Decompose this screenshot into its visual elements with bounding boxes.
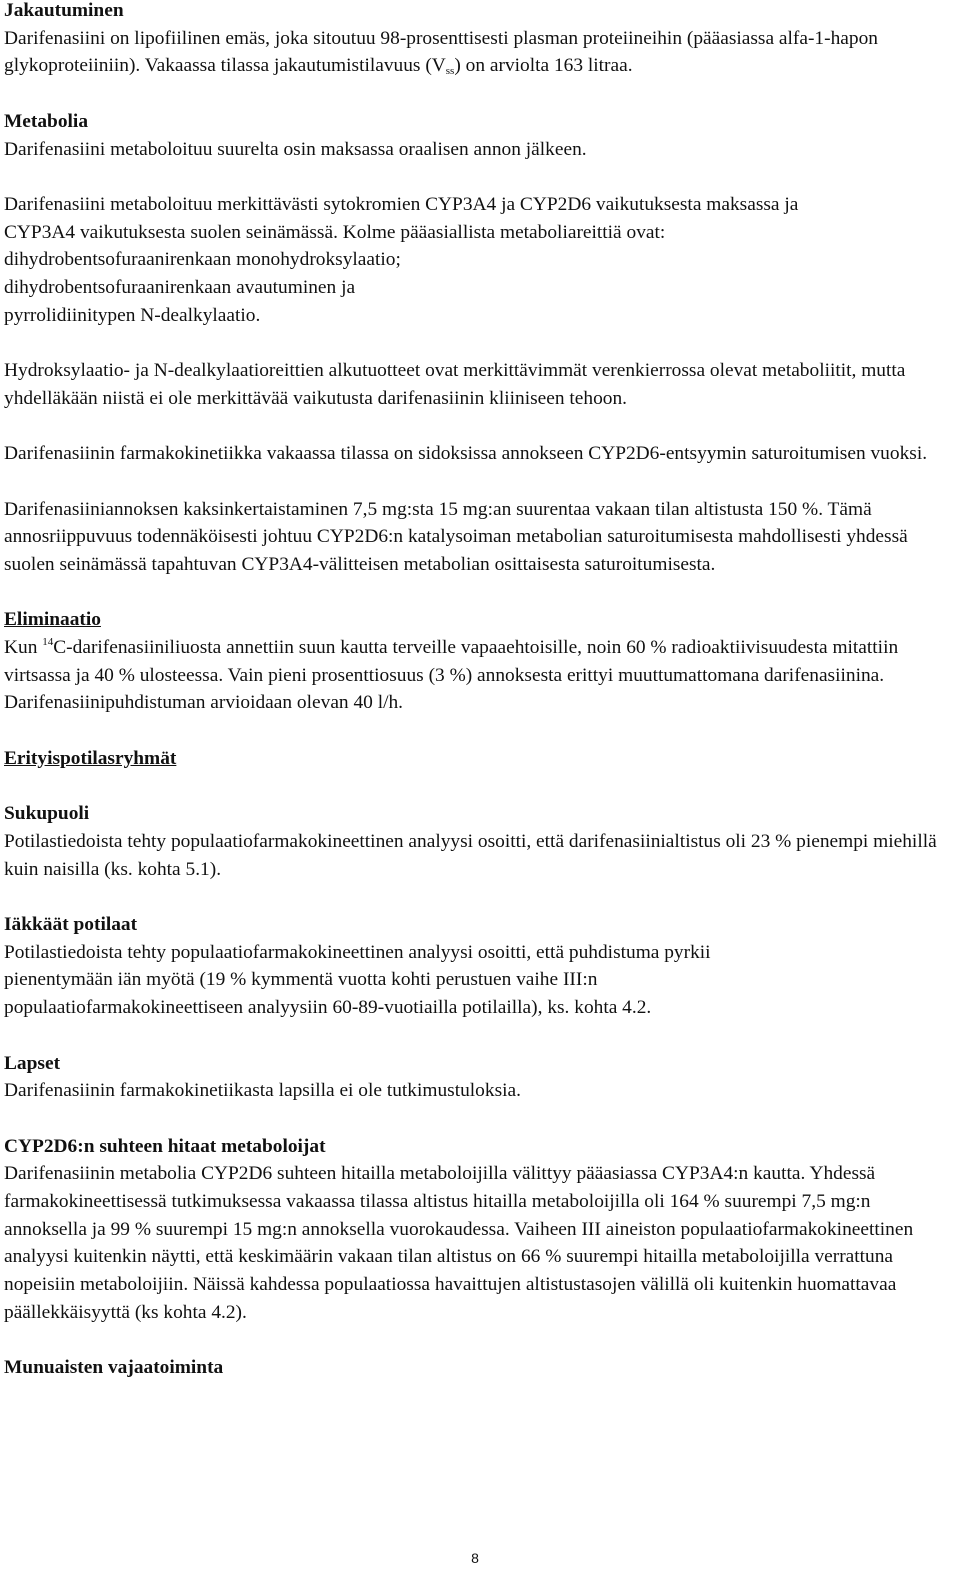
heading-cyp2d6: CYP2D6:n suhteen hitaat metaboloijat — [4, 1135, 326, 1157]
section-eliminaatio — [4, 606, 954, 717]
section-metabolia — [4, 108, 954, 579]
metabolia-2-line-1: Darifenasiini metaboloituu merkittävästi sytokromien CYP3A4 ja CYP2D6 vaikutuksesta maksassa ja — [4, 193, 799, 215]
metabolia-2-line-5: pyrrolidiinitypen N-dealkylaatio. — [4, 304, 261, 326]
paragraph-metabolia-1: Darifenasiini metaboloituu suurelta osin maksassa oraalisen annon jälkeen. — [4, 138, 587, 160]
heading-jakautuminen: Jakautuminen — [4, 0, 124, 21]
section-iakkaat — [4, 911, 954, 1022]
heading-eliminaatio: Eliminaatio — [4, 609, 101, 631]
section-erityispotilasryhmat — [4, 745, 954, 773]
paragraph-cyp2d6: Darifenasiinin metabolia CYP2D6 suhteen hitailla metaboloijilla välittyy pääasiassa CYP3A4:n kautta. Yhdessä farmakokineettisessä tutkimuksessa vakaassa tilassa altistus hitailla metaboloijilla oli 164 % suurempi 7,5 mg:n annoksella ja 99 % suurempi 15 mg:n annoksella vuorokaudessa. Vaiheen III aineiston populaatiofarmakokineettinen analyysi kuitenkin näytti, että keskimäärin vakaan tilan altistus on 66 % suurempi hitailla metaboloijilla verrattuna nopeisiin metaboloijiin. Näissä kahdessa populaatiossa havaittujen altistustasojen välillä oli kuitenkin huomattavaa päällekkäisyyttä (ks kohta 4.2). — [4, 1163, 914, 1323]
document-page — [4, 0, 954, 1382]
text-jakautuminen-b: ) on arviolta 163 litraa. — [454, 55, 633, 77]
superscript-14: 14 — [42, 636, 54, 649]
paragraph-metabolia-2 — [4, 191, 954, 330]
text-eliminaatio-b: C-darifenasiiniliuosta annettiin suun kautta terveille vapaaehtoisille, noin 60 % radioaktiivisuudesta mitattiin virtsassa ja 40 % ulosteessa. Vain pieni prosenttiosuus (3 %) annoksesta erittyi muuttumattomana darifenasiinina. Darifenasiinipuhdistuman arvioidaan olevan 40 l/h. — [4, 637, 899, 714]
metabolia-2-line-2: CYP3A4 vaikutuksesta suolen seinämässä. Kolme pääasiallista metaboliareittiä ovat: — [4, 221, 666, 243]
paragraph-metabolia-5: Darifenasiiniannoksen kaksinkertaistaminen 7,5 mg:sta 15 mg:an suurentaa vakaan tilan altistusta 150 %. Tämä annosriippuvuus todennäköisesti johtuu CYP2D6:n katalysoiman metabolian saturoitumisesta mahdollisesti yhdessä suolen seinämässä tapahtuvan CYP3A4-välitteisen metabolian osittaisesta saturoitumisesta. — [4, 498, 908, 575]
section-munuaiset — [4, 1354, 954, 1382]
paragraph-metabolia-4: Darifenasiinin farmakokinetiikka vakaassa tilassa on sidoksissa annokseen CYP2D6-entsyymin saturoitumisen vuoksi. — [4, 443, 928, 465]
section-jakautuminen — [4, 0, 954, 80]
subscript-ss: ss — [445, 65, 455, 78]
heading-lapset: Lapset — [4, 1052, 61, 1074]
section-lapset — [4, 1050, 954, 1105]
text-jakautuminen-a: Darifenasiini on lipofiilinen emäs, joka sitoutuu 98-prosenttisesti plasman proteiineihin (pääasiassa alfa-1-hapon glykoproteiiniin). Vakaassa tilassa jakautumistilavuus (V — [4, 27, 878, 77]
paragraph-iakkaat — [4, 939, 954, 1022]
paragraph-lapset: Darifenasiinin farmakokinetiikasta lapsilla ei ole tutkimustuloksia. — [4, 1080, 521, 1102]
metabolia-2-line-4: dihydrobentsofuraanirenkaan avautuminen ja — [4, 277, 356, 298]
heading-metabolia: Metabolia — [4, 110, 89, 132]
heading-sukupuoli: Sukupuoli — [4, 803, 90, 825]
paragraph-eliminaatio — [4, 634, 954, 717]
heading-munuaiset: Munuaisten vajaatoiminta — [4, 1357, 224, 1379]
paragraph-sukupuoli: Potilastiedoista tehty populaatiofarmakokineettinen analyysi osoitti, että darifenasiinialtistus oli 23 % pienempi miehillä kuin naisilla (ks. kohta 5.1). — [4, 830, 937, 880]
iakkaat-line-2: pienentymään iän myötä (19 % kymmentä vuotta kohti perustuen vaihe III:n — [4, 969, 598, 991]
metabolia-2-line-3: dihydrobentsofuraanirenkaan monohydroksylaatio; — [4, 249, 401, 271]
text-eliminaatio-a: Kun — [4, 637, 43, 659]
heading-erityispotilasryhmat: Erityispotilasryhmät — [4, 747, 177, 769]
heading-iakkaat: Iäkkäät potilaat — [4, 914, 138, 936]
section-cyp2d6 — [4, 1133, 954, 1327]
paragraph-jakautuminen — [4, 25, 954, 80]
paragraph-metabolia-3: Hydroksylaatio- ja N-dealkylaatioreittien alkutuotteet ovat merkittävimmät verenkierrossa olevat metaboliitit, mutta yhdelläkään niistä ei ole merkittävää vaikutusta darifenasiinin kliiniseen tehoon. — [4, 360, 906, 409]
iakkaat-line-1: Potilastiedoista tehty populaatiofarmakokineettinen analyysi osoitti, että puhdistuma pyrkii — [4, 941, 711, 963]
page-number: 8 — [471, 1550, 479, 1566]
section-sukupuoli — [4, 800, 954, 883]
iakkaat-line-3: populaatiofarmakokineettiseen analyysiin 60-89-vuotiailla potilailla), ks. kohta 4.2. — [4, 997, 652, 1019]
